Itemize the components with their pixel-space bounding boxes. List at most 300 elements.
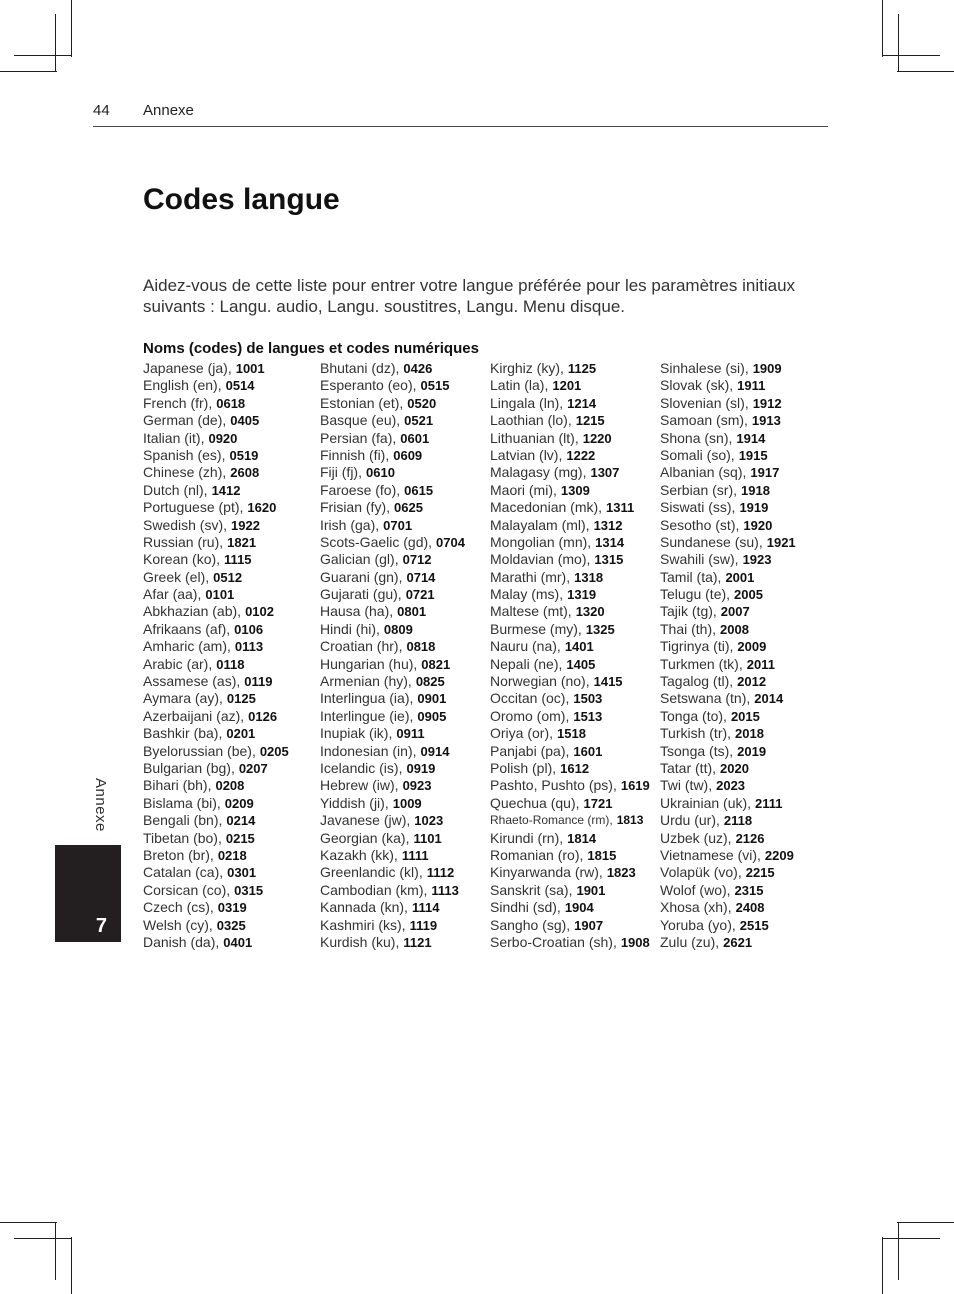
language-code: 1815 [587, 847, 617, 863]
language-code: 2007 [720, 604, 750, 620]
language-code: 0512 [213, 569, 243, 585]
language-name: Uzbek (uz), [660, 829, 732, 846]
language-code: 1415 [593, 674, 623, 690]
language-entry [490, 534, 650, 551]
language-code: 0911 [396, 726, 425, 742]
language-code: 2020 [720, 760, 749, 776]
language-code: 0315 [234, 882, 264, 898]
language-name: Estonian (et), [320, 394, 404, 411]
language-name: Panjabi (pa), [490, 742, 570, 759]
language-name: Amharic (am), [143, 638, 231, 655]
language-name: Maori (mi), [490, 481, 557, 498]
language-name: Hungarian (hu), [320, 655, 418, 672]
language-entry [660, 430, 796, 447]
language-name: Korean (ko), [143, 551, 221, 568]
language-name: Latin (la), [490, 377, 549, 394]
language-code: 0712 [402, 552, 432, 568]
chapter-tab [55, 845, 121, 942]
page-title: Codes langue [143, 183, 340, 216]
language-code: 0901 [417, 691, 447, 707]
language-entry [143, 569, 289, 586]
language-name: Mongolian (mn), [490, 533, 592, 550]
language-name: Swedish (sv), [143, 516, 228, 533]
language-name: Turkish (tr), [660, 725, 732, 742]
language-name: Lingala (ln), [490, 394, 564, 411]
language-name: German (de), [143, 412, 227, 429]
language-name: Tonga (to), [660, 707, 727, 724]
language-code: 1119 [409, 917, 438, 933]
language-name: Frisian (fy), [320, 499, 390, 516]
language-name: Corsican (co), [143, 881, 231, 898]
language-code: 0119 [244, 674, 273, 690]
language-name: Armenian (hy), [320, 673, 412, 690]
language-code: 0205 [259, 743, 289, 759]
language-code: 1114 [411, 900, 440, 916]
language-code: 1023 [414, 813, 444, 829]
language-code: 2015 [730, 708, 760, 724]
language-name: Bihari (bh), [143, 777, 212, 794]
language-entry [143, 673, 289, 690]
language-name: Sesotho (st), [660, 516, 740, 533]
language-entry [320, 395, 465, 412]
language-entry [490, 517, 650, 534]
language-entry [320, 777, 465, 794]
language-entry [320, 464, 465, 481]
language-code: 0625 [394, 500, 423, 516]
language-entry [143, 725, 289, 742]
language-entry [143, 864, 289, 881]
language-entry [490, 377, 650, 394]
language-entry [490, 395, 650, 412]
language-entry [660, 743, 796, 760]
language-name: Pashto, Pushto (ps), [490, 777, 617, 794]
language-name: Kannada (kn), [320, 899, 408, 916]
language-code: 2118 [723, 813, 753, 829]
language-code: 1813 [616, 813, 644, 828]
language-entry [320, 412, 465, 429]
language-entry [320, 690, 465, 707]
language-entry [660, 534, 796, 551]
language-entry [143, 899, 289, 916]
language-code: 0401 [223, 934, 253, 950]
language-name: Oromo (om), [490, 707, 570, 724]
language-name: Gujarati (gu), [320, 586, 402, 603]
language-name: Abkhazian (ab), [143, 603, 242, 620]
language-entry [660, 603, 796, 620]
language-name: Chinese (zh), [143, 464, 227, 481]
language-name: Nauru (na), [490, 638, 561, 655]
language-name: Burmese (my), [490, 620, 582, 637]
language-entry [320, 603, 465, 620]
language-name: Slovenian (sl), [660, 394, 749, 411]
language-entry [320, 708, 465, 725]
language-name: Shona (sn), [660, 429, 733, 446]
language-name: Slovak (sk), [660, 377, 734, 394]
language-entry [320, 447, 465, 464]
language-entry [660, 864, 796, 881]
language-code: 1913 [751, 413, 781, 429]
language-entry [143, 882, 289, 899]
language-entry [143, 934, 289, 951]
language-entry [143, 743, 289, 760]
language-code: 1307 [590, 465, 620, 481]
language-entry [660, 795, 796, 812]
language-entry [320, 586, 465, 603]
language-name: Byelorussian (be), [143, 742, 256, 759]
language-entry [143, 847, 289, 864]
language-name: Galician (gl), [320, 551, 399, 568]
language-entry [320, 638, 465, 655]
language-entry [320, 882, 465, 899]
language-code: 1601 [573, 743, 603, 759]
language-entry [660, 377, 796, 394]
language-code: 1919 [739, 500, 769, 516]
language-name: Lithuanian (lt), [490, 429, 579, 446]
language-entry [490, 864, 650, 881]
language-entry [143, 534, 289, 551]
language-name: Thai (th), [660, 620, 717, 637]
language-name: Urdu (ur), [660, 812, 720, 829]
language-code: 1915 [738, 447, 768, 463]
language-entry [143, 603, 289, 620]
language-entry [660, 690, 796, 707]
language-code: 2209 [764, 847, 794, 863]
language-code: 0207 [238, 760, 268, 776]
language-name: Sangho (sg), [490, 916, 571, 933]
language-name: Interlingua (ia), [320, 690, 414, 707]
language-entry [320, 360, 465, 377]
language-code: 2018 [735, 726, 764, 742]
language-name: Romanian (ro), [490, 846, 584, 863]
language-name: Serbo-Croatian (sh), [490, 933, 617, 950]
language-entry [660, 569, 796, 586]
language-code: 1503 [573, 691, 603, 707]
language-name: Kinyarwanda (rw), [490, 864, 603, 881]
language-code: 1911 [737, 378, 766, 394]
language-entry [660, 917, 796, 934]
language-code: 1922 [231, 517, 260, 533]
language-name: Welsh (cy), [143, 916, 213, 933]
language-code: 1814 [567, 830, 597, 846]
language-entry [660, 934, 796, 951]
language-entry [320, 499, 465, 516]
language-entry [320, 917, 465, 934]
language-name: Persian (fa), [320, 429, 397, 446]
language-name: Greenlandic (kl), [320, 864, 423, 881]
language-name: Hindi (hi), [320, 620, 380, 637]
language-code: 1823 [606, 865, 636, 881]
language-name: Javanese (jw), [320, 812, 411, 829]
language-name: Kazakh (kk), [320, 846, 398, 863]
language-name: Twi (tw), [660, 777, 713, 794]
language-code: 0208 [215, 778, 245, 794]
language-code: 0405 [230, 413, 260, 429]
language-entry [660, 360, 796, 377]
language-entry [490, 430, 650, 447]
language-name: Occitan (oc), [490, 690, 570, 707]
language-code: 1721 [583, 795, 613, 811]
language-entry [143, 412, 289, 429]
language-entry [490, 638, 650, 655]
language-entry [143, 777, 289, 794]
language-entry [490, 569, 650, 586]
language-entry [490, 551, 650, 568]
language-code: 1215 [575, 413, 605, 429]
language-code: 1513 [573, 708, 603, 724]
language-code: 2315 [734, 882, 764, 898]
language-entry [660, 830, 796, 847]
language-code: 0610 [366, 465, 395, 481]
language-entry [660, 656, 796, 673]
language-name: Faroese (fo), [320, 481, 401, 498]
language-entry [320, 847, 465, 864]
language-code: 0215 [225, 830, 255, 846]
language-code: 1912 [752, 395, 782, 411]
language-name: Macedonian (mk), [490, 499, 603, 516]
language-name: Basque (eu), [320, 412, 401, 429]
language-entry [490, 882, 650, 899]
language-code: 1921 [766, 534, 796, 550]
language-code: 2008 [720, 621, 749, 637]
language-code: 2012 [737, 674, 767, 690]
language-code: 1309 [560, 482, 590, 498]
language-entry [490, 586, 650, 603]
language-name: Tatar (tt), [660, 759, 717, 776]
language-entry [320, 377, 465, 394]
language-name: Bengali (bn), [143, 812, 223, 829]
language-name: Azerbaijani (az), [143, 707, 245, 724]
language-entry [660, 499, 796, 516]
language-code: 1923 [742, 552, 772, 568]
language-code: 1908 [620, 934, 650, 950]
language-code: 1620 [247, 500, 277, 516]
language-code: 2126 [735, 830, 765, 846]
language-name: Serbian (sr), [660, 481, 738, 498]
language-entry [143, 638, 289, 655]
language-name: Kurdish (ku), [320, 933, 400, 950]
running-head: Annexe [143, 102, 194, 119]
language-name: Hebrew (iw), [320, 777, 399, 794]
language-name: Telugu (te), [660, 586, 731, 603]
language-name: Kirghiz (ky), [490, 360, 564, 376]
language-code: 1401 [564, 639, 594, 655]
language-name: Afar (aa), [143, 586, 202, 603]
language-entry [320, 569, 465, 586]
language-code: 0126 [248, 708, 278, 724]
language-code: 1319 [567, 587, 597, 603]
language-code: 0615 [404, 482, 434, 498]
language-code: 0301 [227, 865, 257, 881]
language-entry [490, 760, 650, 777]
language-code: 0919 [406, 760, 436, 776]
language-name: Bislama (bi), [143, 794, 221, 811]
page-number: 44 [93, 102, 110, 119]
language-code: 0809 [383, 621, 413, 637]
language-entry [490, 725, 650, 742]
language-entry [490, 795, 650, 812]
language-name: Esperanto (eo), [320, 377, 417, 394]
language-code: 1917 [750, 465, 780, 481]
language-code: 0218 [217, 847, 247, 863]
language-name: Sinhalese (si), [660, 360, 749, 376]
language-entry [490, 499, 650, 516]
language-code: 0714 [406, 569, 436, 585]
language-name: Scots-Gaelic (gd), [320, 533, 433, 550]
language-name: Malayalam (ml), [490, 516, 590, 533]
language-code: 0426 [403, 361, 433, 376]
language-name: Breton (br), [143, 846, 214, 863]
language-code: 1914 [736, 430, 766, 446]
language-entry [320, 656, 465, 673]
language-code: 0325 [216, 917, 246, 933]
list-heading: Noms (codes) de langues et codes numériques [143, 340, 479, 357]
language-entry [143, 517, 289, 534]
language-code: 2608 [230, 465, 260, 481]
language-code: 1314 [595, 534, 625, 550]
language-code: 2005 [734, 587, 763, 603]
language-name: Japanese (ja), [143, 360, 232, 376]
language-entry [143, 430, 289, 447]
language-name: Nepali (ne), [490, 655, 563, 672]
language-name: Interlingue (ie), [320, 707, 414, 724]
language-code: 0821 [421, 656, 451, 672]
language-entry [490, 708, 650, 725]
language-code: 1220 [582, 430, 612, 446]
language-code: 2023 [716, 778, 746, 794]
language-name: Georgian (ka), [320, 829, 410, 846]
language-entry [320, 830, 465, 847]
language-code: 2621 [723, 934, 753, 950]
language-entry [320, 621, 465, 638]
language-code: 1111 [401, 847, 429, 863]
language-entry [320, 743, 465, 760]
language-entry [143, 621, 289, 638]
language-entry [143, 812, 289, 829]
language-name: Bhutani (dz), [320, 360, 400, 376]
language-name: Tigrinya (ti), [660, 638, 734, 655]
language-name: Tajik (tg), [660, 603, 717, 620]
language-entry [660, 673, 796, 690]
language-name: Yoruba (yo), [660, 916, 736, 933]
language-code: 2111 [755, 795, 783, 811]
language-entry [490, 360, 650, 377]
language-entry [143, 482, 289, 499]
language-code: 0101 [205, 587, 235, 603]
language-code: 1907 [574, 917, 604, 933]
language-entry [660, 551, 796, 568]
language-entry [660, 621, 796, 638]
language-name: Aymara (ay), [143, 690, 223, 707]
language-code: 1115 [224, 552, 252, 568]
language-entry [490, 812, 650, 829]
language-code-table [0, 360, 954, 960]
language-entry [320, 725, 465, 742]
language-code: 1320 [575, 604, 605, 620]
language-name: Wolof (wo), [660, 881, 731, 898]
language-code: 2009 [737, 639, 767, 655]
language-entry [143, 395, 289, 412]
language-code: 1405 [566, 656, 596, 672]
language-name: Czech (cs), [143, 899, 214, 916]
language-entry [660, 899, 796, 916]
language-column [660, 360, 796, 951]
language-code: 0201 [226, 726, 256, 742]
language-name: Setswana (tn), [660, 690, 751, 707]
language-name: Italian (it), [143, 429, 205, 446]
language-entry [660, 395, 796, 412]
language-code: 1101 [413, 830, 442, 846]
language-entry [660, 447, 796, 464]
language-code: 1518 [557, 726, 586, 742]
language-entry [490, 830, 650, 847]
language-name: Afrikaans (af), [143, 620, 231, 637]
language-code: 0905 [417, 708, 447, 724]
language-entry [320, 812, 465, 829]
language-code: 0209 [224, 795, 254, 811]
language-entry [320, 517, 465, 534]
language-code: 1001 [235, 361, 265, 376]
language-code: 1315 [594, 552, 624, 568]
language-entry [490, 482, 650, 499]
language-code: 0923 [402, 778, 432, 794]
language-entry [490, 917, 650, 934]
language-code: 2011 [746, 656, 775, 672]
language-code: 1612 [560, 760, 590, 776]
language-entry [320, 934, 465, 951]
language-entry [490, 899, 650, 916]
language-code: 0618 [216, 395, 246, 411]
language-code: 1112 [426, 865, 455, 881]
language-code: 0701 [383, 517, 413, 533]
language-name: Indonesian (in), [320, 742, 417, 759]
language-entry [143, 708, 289, 725]
language-code: 0113 [234, 639, 264, 655]
language-name: Moldavian (mo), [490, 551, 591, 568]
language-name: Tamil (ta), [660, 568, 722, 585]
language-name: Catalan (ca), [143, 864, 224, 881]
language-entry [143, 499, 289, 516]
language-entry [320, 430, 465, 447]
language-code: 2408 [735, 900, 765, 916]
language-name: Finnish (fi), [320, 446, 390, 463]
language-code: 0515 [420, 378, 450, 394]
language-entry [660, 708, 796, 725]
language-code: 0601 [400, 430, 430, 446]
language-name: Inupiak (ik), [320, 725, 393, 742]
language-entry [143, 830, 289, 847]
language-name: Greek (el), [143, 568, 210, 585]
language-code: 0102 [245, 604, 274, 620]
language-code: 0519 [229, 447, 259, 463]
language-entry [320, 795, 465, 812]
language-name: Rhaeto-Romance (rm), [490, 813, 613, 828]
language-name: Turkmen (tk), [660, 655, 743, 672]
language-entry [490, 656, 650, 673]
language-name: Irish (ga), [320, 516, 380, 533]
language-entry [143, 795, 289, 812]
language-name: Malay (ms), [490, 586, 564, 603]
language-name: Xhosa (xh), [660, 899, 732, 916]
language-column [490, 360, 650, 951]
language-entry [660, 517, 796, 534]
language-entry [320, 482, 465, 499]
language-entry [320, 760, 465, 777]
language-name: Siswati (ss), [660, 499, 736, 516]
language-name: Oriya (or), [490, 725, 553, 742]
language-name: Marathi (mr), [490, 568, 571, 585]
language-code: 0818 [406, 639, 436, 655]
language-name: Vietnamese (vi), [660, 846, 761, 863]
